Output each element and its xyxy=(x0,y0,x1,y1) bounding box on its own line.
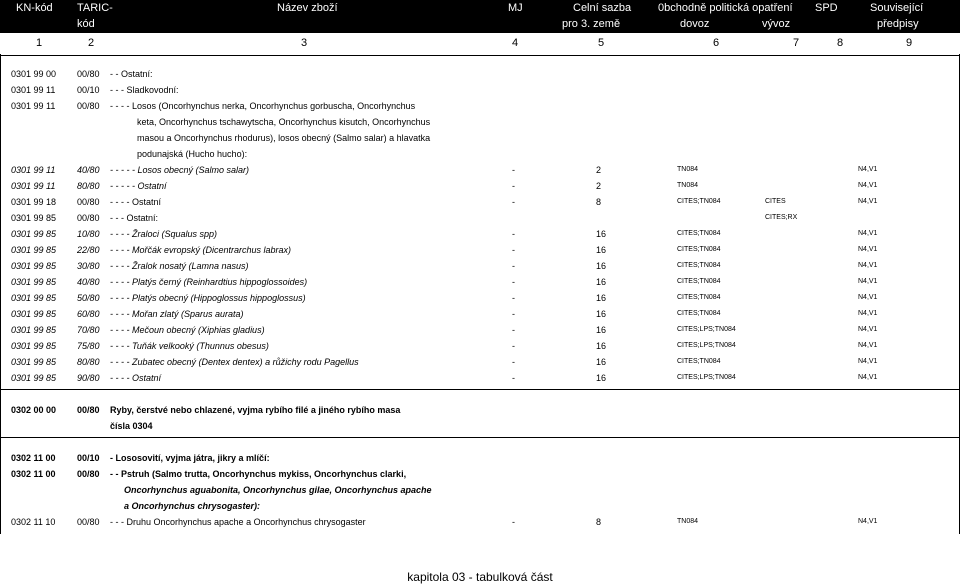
spd-value: N4,V1 xyxy=(858,310,878,317)
taric-code: 00/80 xyxy=(77,213,100,223)
col-num: 8 xyxy=(837,37,844,49)
taric-code: 00/80 xyxy=(77,405,100,415)
duty-rate: 8 xyxy=(596,197,602,207)
kn-code: 0301 99 85 xyxy=(11,261,57,271)
spd-value: N4,V1 xyxy=(858,294,878,301)
taric-code: 90/80 xyxy=(77,373,100,383)
col-num: 3 xyxy=(301,37,308,49)
goods-name: - - - - Žraloci (Squalus spp) xyxy=(110,229,218,239)
kn-code: 0301 99 85 xyxy=(11,341,57,351)
spd-value: N4,V1 xyxy=(858,230,878,237)
goods-name: - - Ostatní: xyxy=(110,69,153,79)
duty-rate: 16 xyxy=(596,277,607,287)
spd-value: N4,V1 xyxy=(858,198,878,205)
kn-code: 0302 00 00 xyxy=(11,405,57,415)
goods-name: - - Pstruh (Salmo trutta, Oncorhynchus mykiss, Oncorhynchus clarki, xyxy=(110,469,407,479)
duty-rate: 2 xyxy=(596,165,602,175)
goods-name: podunajská (Hucho hucho): xyxy=(137,149,248,159)
duty-rate: 16 xyxy=(596,229,607,239)
goods-name: a Oncorhynchus chrysogaster): xyxy=(124,501,261,511)
goods-name: - - - - Tuňák velkooký (Thunnus obesus) xyxy=(110,341,269,351)
col-num: 1 xyxy=(36,37,43,49)
kn-code: 0301 99 00 xyxy=(11,69,57,79)
goods-name: Ryby, čerstvé nebo chlazené, vyjma rybího filé a jiného rybího masa xyxy=(110,405,401,415)
kn-code: 0301 99 85 xyxy=(11,229,57,239)
export-measure: CITES;RX xyxy=(765,214,798,221)
duty-rate: 8 xyxy=(596,517,602,527)
duty-rate: 16 xyxy=(596,373,607,383)
unit: - xyxy=(512,181,515,191)
header-duty: Celní sazba xyxy=(573,2,632,14)
header-spd: SPD xyxy=(815,2,838,14)
taric-code: 00/80 xyxy=(77,517,100,527)
spd-value: N4,V1 xyxy=(858,326,878,333)
spd-value: N4,V1 xyxy=(858,278,878,285)
taric-code: 00/80 xyxy=(77,469,100,479)
taric-code: 60/80 xyxy=(77,309,100,319)
export-measure: CITES xyxy=(765,198,786,205)
spd-value: N4,V1 xyxy=(858,166,878,173)
duty-rate: 16 xyxy=(596,293,607,303)
import-measure: CITES;TN084 xyxy=(677,358,721,365)
unit: - xyxy=(512,325,515,335)
col-num: 5 xyxy=(598,37,605,49)
import-measure: CITES;LPS;TN084 xyxy=(677,326,736,333)
kn-code: 0301 99 18 xyxy=(11,197,57,207)
col-num: 6 xyxy=(713,37,720,49)
import-measure: CITES;TN084 xyxy=(677,310,721,317)
duty-rate: 16 xyxy=(596,341,607,351)
col-num: 7 xyxy=(793,37,800,49)
unit: - xyxy=(512,229,515,239)
section-divider xyxy=(0,437,960,438)
taric-code: 75/80 xyxy=(77,341,100,351)
import-measure: CITES;TN084 xyxy=(677,198,721,205)
goods-name: - - - - Platýs obecný (Hippoglossus hippoglossus) xyxy=(110,293,306,303)
goods-name: čísla 0304 xyxy=(110,421,153,431)
header-kn: KN-kód xyxy=(16,2,53,14)
import-measure: CITES;TN084 xyxy=(677,246,721,253)
col-num: 9 xyxy=(906,37,913,49)
goods-name: - - - - - Losos obecný (Salmo salar) xyxy=(110,165,250,175)
spd-value: N4,V1 xyxy=(858,262,878,269)
goods-name: - - - - Losos (Oncorhynchus nerka, Oncorhynchus gorbuscha, Oncorhynchus xyxy=(110,101,416,111)
import-measure: CITES;LPS;TN084 xyxy=(677,374,736,381)
goods-name: - - - - Mečoun obecný (Xiphias gladius) xyxy=(110,325,265,335)
column-numbers xyxy=(0,32,960,56)
unit: - xyxy=(512,357,515,367)
goods-name: - - - - Mořan zlatý (Sparus aurata) xyxy=(110,309,244,319)
import-measure: CITES;TN084 xyxy=(677,294,721,301)
taric-code: 30/80 xyxy=(77,261,100,271)
goods-name: - - - Ostatní: xyxy=(110,213,159,223)
spd-value: N4,V1 xyxy=(858,518,878,525)
duty-rate: 16 xyxy=(596,261,607,271)
taric-code: 70/80 xyxy=(77,325,100,335)
header-related: Související xyxy=(870,2,924,14)
unit: - xyxy=(512,293,515,303)
duty-rate: 16 xyxy=(596,309,607,319)
taric-code: 00/10 xyxy=(77,453,100,463)
duty-rate: 16 xyxy=(596,357,607,367)
header-export: vývoz xyxy=(762,18,791,30)
header-taric: TARIC- xyxy=(77,2,113,14)
goods-name: - - - - Žralok nosatý (Lamna nasus) xyxy=(110,261,249,271)
kn-code: 0301 99 11 xyxy=(11,165,56,175)
taric-code: 40/80 xyxy=(77,165,100,175)
goods-name: - Lososovití, vyjma játra, jikry a mlíčí: xyxy=(110,453,270,463)
page-footer: kapitola 03 - tabulková část xyxy=(407,570,553,584)
import-measure: TN084 xyxy=(677,166,699,173)
kn-code: 0301 99 85 xyxy=(11,277,57,287)
kn-code: 0301 99 85 xyxy=(11,293,57,303)
spd-value: N4,V1 xyxy=(858,342,878,349)
kn-code: 0302 11 00 xyxy=(11,469,56,479)
unit: - xyxy=(512,373,515,383)
header-trade: 0bchodně politická opatření xyxy=(658,2,793,14)
unit: - xyxy=(512,341,515,351)
import-measure: CITES;TN084 xyxy=(677,262,721,269)
taric-code: 80/80 xyxy=(77,181,100,191)
import-measure: CITES;TN084 xyxy=(677,278,721,285)
kn-code: 0301 99 85 xyxy=(11,245,57,255)
header-3country: pro 3. země xyxy=(562,18,621,30)
spd-value: N4,V1 xyxy=(858,246,878,253)
goods-name: - - - - - Ostatní xyxy=(110,181,167,191)
unit: - xyxy=(512,165,515,175)
goods-name: masou a Oncorhynchus rhodurus), losos obecný (Salmo salar) a hlavatka xyxy=(137,133,431,143)
duty-rate: 2 xyxy=(596,181,602,191)
goods-name: Oncorhynchus aguabonita, Oncorhynchus gilae, Oncorhynchus apache xyxy=(124,485,432,495)
unit: - xyxy=(512,277,515,287)
taric-code: 40/80 xyxy=(77,277,100,287)
kn-code: 0301 99 11 xyxy=(11,101,56,111)
header-import: dovoz xyxy=(680,18,710,30)
border-left xyxy=(0,54,1,534)
kn-code: 0301 99 85 xyxy=(11,309,57,319)
goods-name: - - - - Ostatní xyxy=(110,373,162,383)
kn-code: 0302 11 10 xyxy=(11,517,56,527)
kn-code: 0301 99 11 xyxy=(11,85,56,95)
import-measure: CITES;TN084 xyxy=(677,230,721,237)
taric-code: 00/80 xyxy=(77,197,100,207)
col-num: 2 xyxy=(88,37,95,49)
taric-code: 80/80 xyxy=(77,357,100,367)
taric-code: 00/80 xyxy=(77,101,100,111)
import-measure: TN084 xyxy=(677,518,699,525)
import-measure: TN084 xyxy=(677,182,699,189)
kn-code: 0302 11 00 xyxy=(11,453,56,463)
spd-value: N4,V1 xyxy=(858,358,878,365)
kn-code: 0301 99 11 xyxy=(11,181,56,191)
import-measure: CITES;LPS;TN084 xyxy=(677,342,736,349)
goods-name: keta, Oncorhynchus tschawytscha, Oncorhynchus kisutch, Oncorhynchus xyxy=(137,117,431,127)
taric-code: 10/80 xyxy=(77,229,100,239)
spd-value: N4,V1 xyxy=(858,374,878,381)
unit: - xyxy=(512,309,515,319)
unit: - xyxy=(512,261,515,271)
unit: - xyxy=(512,197,515,207)
col-num: 4 xyxy=(512,37,519,49)
duty-rate: 16 xyxy=(596,245,607,255)
duty-rate: 16 xyxy=(596,325,607,335)
taric-code: 00/10 xyxy=(77,85,100,95)
header-mj: MJ xyxy=(508,2,523,14)
kn-code: 0301 99 85 xyxy=(11,373,57,383)
header-kod: kód xyxy=(77,18,95,30)
goods-name: - - - Sladkovodní: xyxy=(110,85,179,95)
taric-code: 50/80 xyxy=(77,293,100,303)
header-regulations: předpisy xyxy=(877,18,919,30)
taric-code: 00/80 xyxy=(77,69,100,79)
goods-name: - - - - Mořčák evropský (Dicentrarchus labrax) xyxy=(110,245,292,255)
spd-value: N4,V1 xyxy=(858,182,878,189)
kn-code: 0301 99 85 xyxy=(11,357,57,367)
section-divider xyxy=(0,389,960,390)
unit: - xyxy=(512,517,515,527)
goods-name: - - - Druhu Oncorhynchus apache a Oncorhynchus chrysogaster xyxy=(110,517,366,527)
kn-code: 0301 99 85 xyxy=(11,325,57,335)
goods-name: - - - - Ostatní xyxy=(110,197,162,207)
kn-code: 0301 99 85 xyxy=(11,213,57,223)
goods-name: - - - - Platýs černý (Reinhardtius hippoglossoides) xyxy=(110,277,308,287)
header-name: Název zboží xyxy=(277,2,338,14)
goods-name: - - - - Zubatec obecný (Dentex dentex) a růžichy rodu Pagellus xyxy=(110,357,359,367)
unit: - xyxy=(512,245,515,255)
table-header xyxy=(0,0,960,32)
taric-code: 22/80 xyxy=(77,245,100,255)
